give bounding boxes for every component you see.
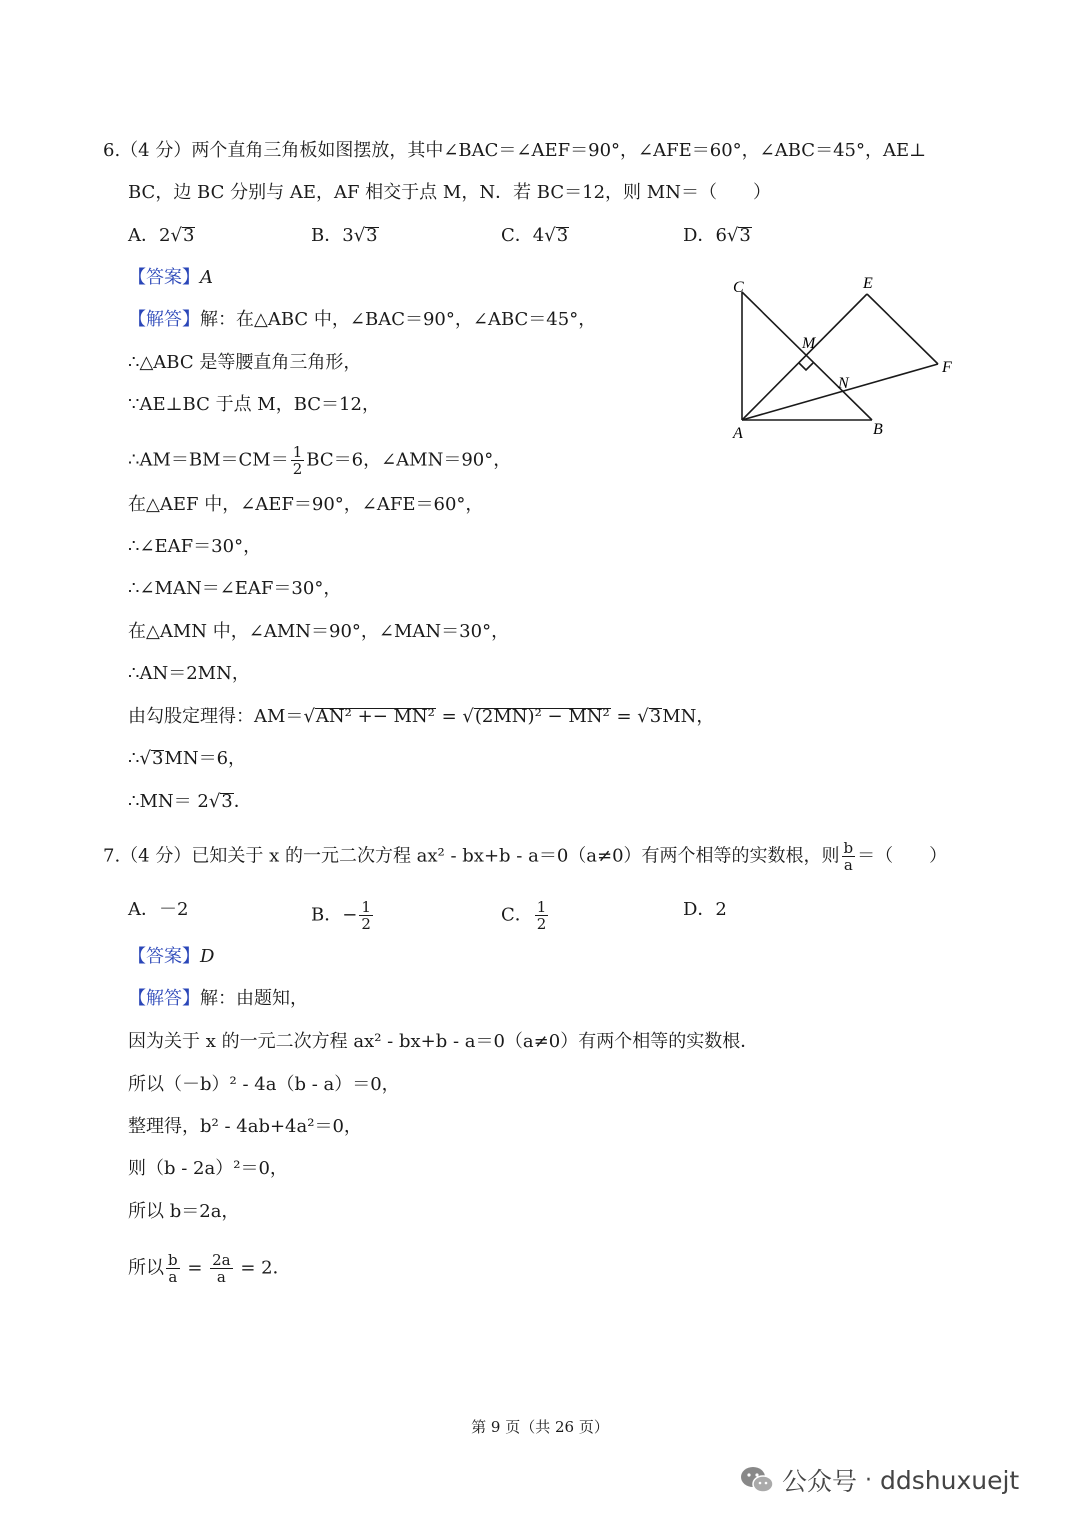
label-m: M — [802, 335, 816, 352]
q6-solution-line11: ∴√3MN＝6， — [128, 748, 247, 769]
segment-ae — [742, 294, 867, 420]
answer-label: 【答案】 — [128, 267, 200, 288]
q6-solution-line6: ∴∠EAF＝30°， — [128, 536, 262, 557]
q6-option-d: D．6√3 — [683, 225, 751, 246]
q7-solution-line5: 则（b - 2a）²＝0， — [128, 1158, 288, 1179]
q7-option-b: B．− $\frac{1}{2}$ — [311, 898, 371, 933]
solution-label: 【解答】 — [128, 988, 200, 1009]
triangle-figure — [725, 272, 965, 442]
q7-option-a: A．－2 — [128, 899, 189, 920]
solution-label: 【解答】 — [128, 309, 200, 330]
wechat-icon — [740, 1466, 774, 1494]
q6-answer: 【答案】A — [128, 267, 213, 288]
segment-ef — [867, 294, 938, 364]
q6-solution-line3: ∵AE⊥BC 于点 M，BC＝12， — [128, 394, 380, 415]
watermark — [740, 1462, 1019, 1498]
watermark-brand: 公众号 — [782, 1467, 858, 1496]
label-f: F — [942, 359, 952, 376]
right-angle-marker — [799, 363, 813, 370]
label-b: B — [873, 421, 883, 438]
q6-solution-line12: ∴MN＝ 2√3． — [128, 791, 252, 812]
segment-af — [742, 364, 938, 420]
q7-option-d: D．2 — [683, 899, 727, 920]
q7-solution-line4: 整理得，b² - 4ab+4a²＝0， — [128, 1116, 362, 1137]
q7-solution-line6: 所以 b＝2a， — [128, 1201, 240, 1222]
q7-solution-line2: 因为关于 x 的一元二次方程 ax² - bx+b - a＝0（a≠0）有两个相等的实数根． — [128, 1031, 759, 1052]
label-c: C — [733, 279, 744, 296]
label-n: N — [838, 375, 849, 392]
answer-label: 【答案】 — [128, 946, 200, 967]
q6-option-b: B．3√3 — [311, 225, 378, 246]
q6-solution-line8: 在△AMN 中，∠AMN＝90°，∠MAN＝30°， — [128, 621, 510, 642]
q6-solution-line10: 由勾股定理得：AM＝√AN² +− MN² = √(2MN)² − MN² = √3MN， — [128, 706, 715, 727]
page-footer: 第 9 页（共 26 页） — [471, 1418, 609, 1436]
q7-solution-line7: 所以 $\frac{b}{a}$ = $\frac{2a}{a}$ = 2． — [128, 1251, 291, 1286]
q7-option-c: C． $\frac{1}{2}$ — [501, 898, 547, 933]
q6-stem-line1: 6.（4 分）两个直角三角板如图摆放，其中∠BAC＝∠AEF＝90°，∠AFE＝60°，∠ABC＝45°，AE⊥ — [103, 140, 927, 161]
q6-solution-line9: ∴AN＝2MN， — [128, 663, 250, 684]
q7-stem: 7.（4 分）已知关于 x 的一元二次方程 ax² - bx+b - a＝0（a≠0）有两个相等的实数根，则 $\frac{b}{a}$ ＝（ ） — [103, 839, 948, 874]
watermark-dot: · — [865, 1467, 873, 1493]
q7-solution-line1: 【解答】解：由题知， — [128, 988, 308, 1009]
label-e: E — [863, 275, 873, 292]
q6-solution-line5: 在△AEF 中，∠AEF＝90°，∠AFE＝60°， — [128, 494, 484, 515]
q6-solution-line2: ∴△ABC 是等腰直角三角形， — [128, 352, 362, 373]
q6-solution-line7: ∴∠MAN＝∠EAF＝30°， — [128, 578, 342, 599]
q7-answer: 【答案】D — [128, 946, 215, 967]
q6-solution-line4: ∴AM＝BM＝CM＝ $\frac{1}{2}$ BC＝6，∠AMN＝90°， — [128, 443, 512, 478]
q6-option-c: C．4√3 — [501, 225, 569, 246]
watermark-account: ddshuxuejt — [880, 1465, 1020, 1495]
label-a: A — [733, 425, 743, 442]
q6-option-a: A．2√3 — [128, 225, 195, 246]
q6-stem-line2: BC，边 BC 分别与 AE，AF 相交于点 M，N．若 BC＝12，则 MN＝（ ） — [128, 182, 771, 203]
q6-solution-line1: 【解答】解：在△ABC 中，∠BAC＝90°，∠ABC＝45°， — [128, 309, 597, 330]
q7-solution-line3: 所以（－b）² - 4a（b - a）＝0， — [128, 1074, 400, 1095]
